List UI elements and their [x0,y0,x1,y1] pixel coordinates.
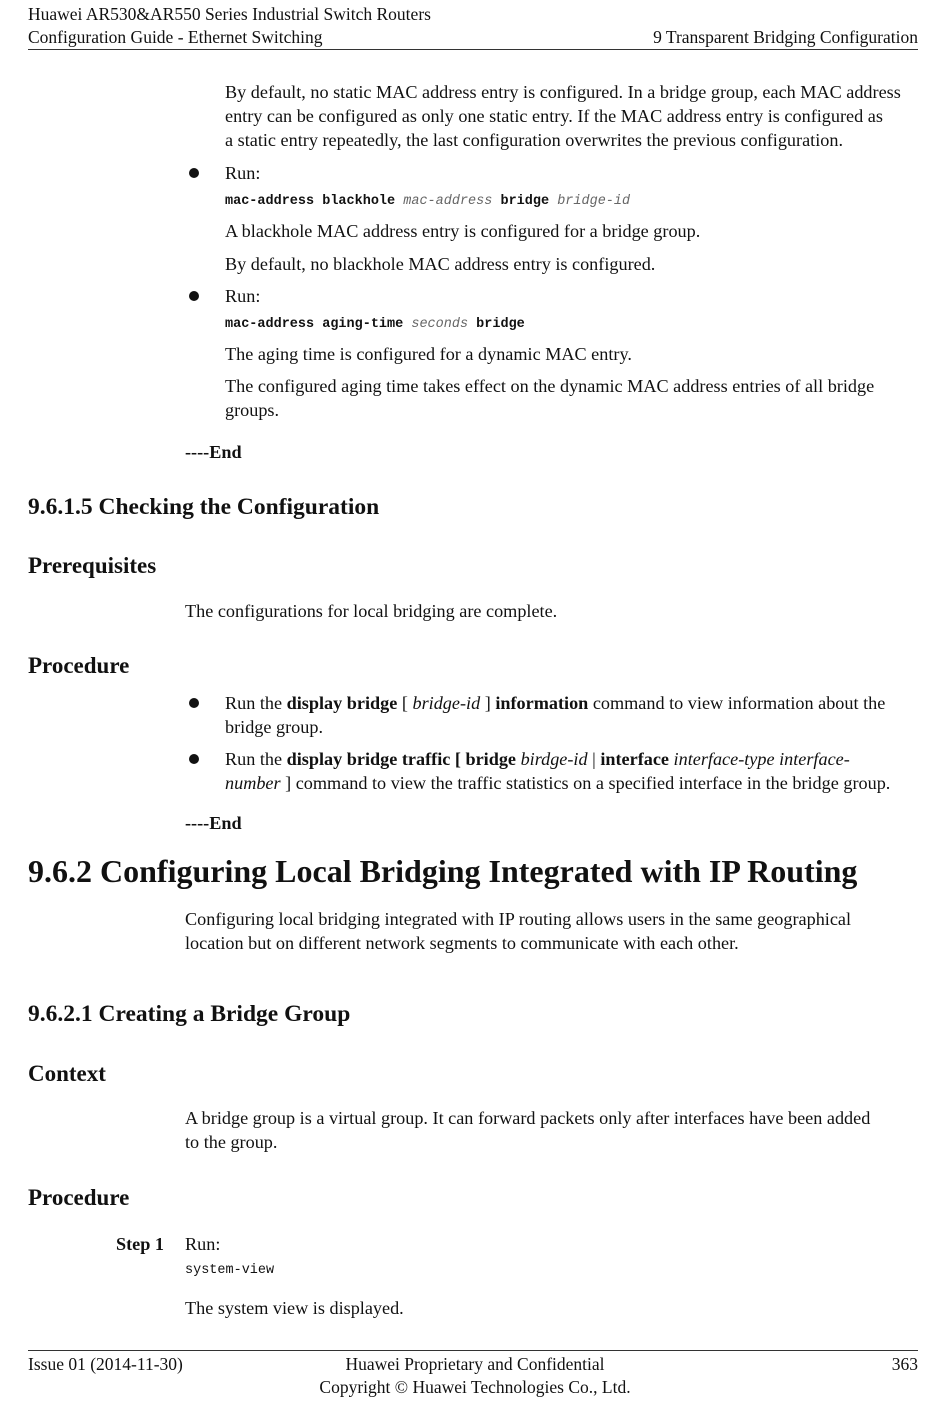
section-962-text-2: location but on different network segments to communicate with each other. [185,933,739,953]
bullet-icon [189,291,199,301]
bullet-icon [189,698,199,708]
section-title-9621: 9.6.2.1 Creating a Bridge Group [28,1001,351,1027]
context-text-2: to the group. [185,1132,278,1152]
aging-desc-2a: The configured aging time takes effect on the dynamic MAC address entries of all bridge [225,376,875,396]
blackhole-command: mac-address blackhole mac-address bridge bridge-id [225,194,631,209]
header-product: Huawei AR530&AR550 Series Industrial Switch Routers [28,4,431,24]
procedure-item-2-cont: number ] command to view the traffic statistics on a specified interface in the bridge group. [225,773,891,793]
section-title-9615: 9.6.1.5 Checking the Configuration [28,494,380,520]
context-text-1: A bridge group is a virtual group. It can forward packets only after interfaces have been added [185,1108,871,1128]
procedure-item-1-cont: bridge group. [225,717,323,737]
header-rule [28,49,918,50]
step-command: system-view [185,1263,275,1278]
step-description: The system view is displayed. [185,1298,404,1318]
static-entry-text-3: a static entry repeatedly, the last configuration overwrites the previous configuration. [225,130,843,150]
header-chapter: 9 Transparent Bridging Configuration [653,27,918,47]
bullet-icon [189,168,199,178]
end-marker: ----End [185,813,242,833]
aging-desc-1: The aging time is configured for a dynamic MAC entry. [225,344,632,364]
procedure-item-1: Run the display bridge [ bridge-id ] information command to view information about the [225,693,886,713]
prerequisites-heading: Prerequisites [28,553,157,578]
procedure-item-2: Run the display bridge traffic [ bridge birdge-id | interface interface-type interface- [225,749,850,769]
blackhole-desc-1: A blackhole MAC address entry is configured for a bridge group. [225,221,701,241]
section-962-text-1: Configuring local bridging integrated with IP routing allows users in the same geographical [185,909,852,929]
aging-desc-2b: groups. [225,400,280,420]
step-run: Run: [185,1234,221,1254]
footer-rule [28,1350,918,1351]
end-marker: ----End [185,442,242,462]
procedure-heading: Procedure [28,653,130,678]
static-entry-text-1: By default, no static MAC address entry is configured. In a bridge group, each MAC address [225,82,901,102]
section-title-962: 9.6.2 Configuring Local Bridging Integrated with IP Routing [28,853,858,889]
blackhole-desc-2: By default, no blackhole MAC address entry is configured. [225,254,656,274]
header-guide: Configuration Guide - Ethernet Switching [28,27,323,47]
step-label: Step 1 [116,1234,164,1254]
footer-copyright: Copyright © Huawei Technologies Co., Ltd. [319,1377,631,1397]
aging-run: Run: [225,286,261,306]
prerequisites-text: The configurations for local bridging are complete. [185,601,558,621]
blackhole-run: Run: [225,163,261,183]
aging-command: mac-address aging-time seconds bridge [225,317,525,332]
static-entry-text-2: entry can be configured as only one static entry. If the MAC address entry is configured as [225,106,883,126]
footer-confidential: Huawei Proprietary and Confidential [345,1354,605,1374]
context-heading: Context [28,1061,106,1086]
procedure-heading: Procedure [28,1185,130,1210]
page-number: 363 [891,1354,918,1374]
bullet-icon [189,754,199,764]
footer-issue: Issue 01 (2014-11-30) [28,1354,183,1374]
